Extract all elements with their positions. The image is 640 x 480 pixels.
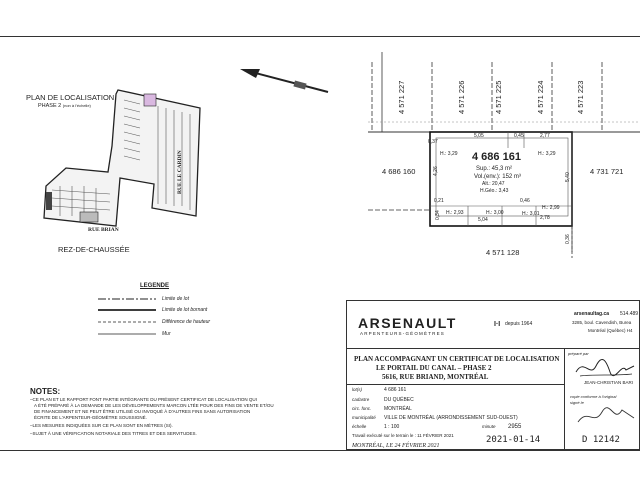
surveyor-name: JEAN-CHRISTIAN BARI <box>584 380 634 385</box>
field-label: lot(s) <box>352 387 362 392</box>
height-label: H.: 3,29 <box>440 151 458 157</box>
firm-logo-mark: I·I <box>494 321 501 328</box>
field-label: cadastre <box>352 397 370 402</box>
echelle-value: 1 : 100 <box>384 424 400 430</box>
minute-value: 2955 <box>508 424 522 430</box>
lot-volume: Vol.(env.): 152 m³ <box>474 174 521 180</box>
lot-east-label: 4 731 721 <box>590 167 624 176</box>
dimension-label: 2,77 <box>540 133 550 139</box>
dimension-label: 0,34 <box>435 210 441 220</box>
copy-signature <box>576 404 636 430</box>
height-label: H.: 3,01 <box>522 211 540 217</box>
note-line: –LES MESURES INDIQUÉES SUR CE PLAN SONT EN MÈTRES (SI). <box>30 423 173 428</box>
sheet-border-top <box>0 36 640 37</box>
lot-area: Sup.: 45,3 m² <box>476 166 513 172</box>
street-east-label: RUE LE CARDIN <box>177 150 183 194</box>
plan-date: 2021-01-14 <box>486 435 541 445</box>
height-label: H.: 2,93 <box>446 210 464 216</box>
dossier-number: D 12142 <box>582 435 620 445</box>
plan-phase: PHASE 2 (non à l'échelle) <box>38 103 91 109</box>
dimension-label: 0,36 <box>565 234 571 244</box>
field-value: VILLE DE MONTRÉAL (ARRONDISSEMENT SUD-OUEST) <box>384 415 518 421</box>
firm-subtitle: ARPENTEURS-GÉOMÈTRES <box>360 331 446 336</box>
dimension-label: 5,40 <box>565 172 571 182</box>
main-lot-number: 4 686 161 <box>472 151 521 163</box>
dimension-label: 0,46 <box>520 198 530 204</box>
divider <box>346 348 640 349</box>
dimension-label: 5,05 <box>474 133 484 139</box>
legend-item: Différence de hauteur <box>162 319 211 325</box>
floor-label: REZ-DE-CHAUSSÉE <box>58 245 130 254</box>
note-line: –SUJET À UNE VÉRIFICATION NOTARIALE DES TITRES ET DES SERVITUDES. <box>30 431 197 436</box>
firm-phone: 514.489 <box>620 311 639 317</box>
sheet-border-bottom <box>0 450 640 451</box>
note-line: ÉCRITE DE L'ARPENTEUR-GÉOMÈTRE SOUSSIGNÉ. <box>34 415 147 420</box>
divider <box>346 384 564 385</box>
firm-logo: ARSENAULT <box>358 315 457 331</box>
surveyor-signature <box>574 356 636 380</box>
legend-title: LEGENDE <box>140 283 170 289</box>
legend-item: Limite de lot bornant <box>162 307 208 313</box>
lot-top-label: 4 571 226 <box>457 80 466 114</box>
echelle-label: échelle <box>352 424 367 429</box>
copy-note: copie conforme à l'original <box>570 394 617 399</box>
lot-top-label: 4 571 227 <box>397 80 406 114</box>
note-line: A ÉTÉ PRÉPARÉ À LA DEMANDE DE LES DÉVELOPPEMENTS MARCON LTÉE POUR DES FINS DE VENTE ET/OU <box>34 403 274 408</box>
lot-top-label: 4 571 224 <box>536 80 545 114</box>
field-value: MONTRÉAL <box>384 406 412 412</box>
height-label: H.: 3,29 <box>538 151 556 157</box>
lot-west-label: 4 686 160 <box>382 167 416 176</box>
firm-address: 3285, boul. Cavendish, Burea <box>572 320 632 325</box>
plan-title-line: PLAN ACCOMPAGNANT UN CERTIFICAT DE LOCALISATION <box>354 355 560 363</box>
note-line: DE FINANCEMENT ET NE PEUT ÊTRE UTILISÉ OU INVOQUÉ À D'AUTRES FINS SANS AUTORISATION <box>34 409 251 414</box>
lot-top-label: 4 571 223 <box>576 80 585 114</box>
street-south-label: RUE BRIAN <box>88 227 119 233</box>
dimension-label: 2,78 <box>540 215 550 221</box>
plan-title: PLAN DE LOCALISATION <box>26 93 115 102</box>
lot-hgeo: H.Géo.: 3,43 <box>480 188 509 194</box>
dimension-label: 0,37 <box>428 139 438 145</box>
signed-place-date: MONTRÉAL, LE 24 FÉVRIER 2021 <box>352 443 440 449</box>
field-label: municipalité <box>352 415 376 420</box>
north-arrow-icon <box>238 64 334 98</box>
building-floor-plan <box>40 86 215 246</box>
field-value: DU QUÉBEC <box>384 397 414 403</box>
firm-website: arsenaultag.ca <box>574 311 610 317</box>
lot-altitude: Alt.: 20,47 <box>482 181 505 187</box>
field-label: circ. fonc. <box>352 406 372 411</box>
height-label: H.: 3,00 <box>486 210 504 216</box>
field-work-date: Travail exécuté sur le terrain le : 11 FÉVRIER 2021 <box>352 433 454 438</box>
notes-title: NOTES: <box>30 387 61 396</box>
lot-south-label: 4 571 128 <box>486 248 520 257</box>
firm-address: Montréal (Québec) H4 <box>588 328 633 333</box>
dimension-label: 5,04 <box>478 217 488 223</box>
legend-line-samples <box>96 296 158 340</box>
copy-note: signé le <box>570 400 584 405</box>
dimension-label: 0,45 <box>514 133 524 139</box>
plan-title-line: 5616, RUE BRIAND, MONTRÉAL <box>382 373 489 381</box>
minute-label: minute <box>482 424 496 429</box>
divider <box>564 348 565 450</box>
legend-item: Mur <box>162 331 171 337</box>
prepared-label: préparé par <box>568 351 589 356</box>
plan-title-line: LE PORTAIL DU CANAL – PHASE 2 <box>376 364 492 372</box>
dimension-label: 0,21 <box>434 198 444 204</box>
height-label: H.: 2,99 <box>542 205 560 211</box>
field-value: 4 686 161 <box>384 387 407 393</box>
firm-since: depuis 1964 <box>505 321 533 327</box>
dimension-label: 4,26 <box>433 166 439 176</box>
note-line: –CE PLAN ET LE RAPPORT FONT PARTIE INTÉGRANTE DU PRÉSENT CERTIFICAT DE LOCALISATION QUI <box>30 397 257 402</box>
legend-item: Limite de lot <box>162 296 189 302</box>
lot-top-label: 4 571 225 <box>494 80 503 114</box>
